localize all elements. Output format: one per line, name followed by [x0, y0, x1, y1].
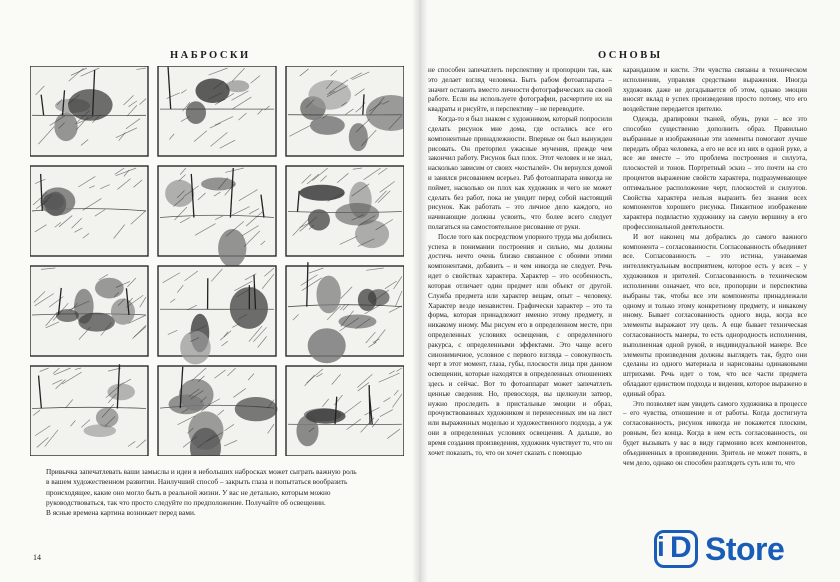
idstore-logo-d: D: [670, 531, 692, 564]
paragraph: карандашом и кисти. Эти чувства связаны в техническом исполнении, управляя средствами выражения. Иногда художник даже не догадывается об этом, однако эмоции вносят вклад в успех произведения просто потому, что его воздействие передается зрителю.: [623, 66, 807, 114]
sketch-grid-figure: [30, 66, 404, 456]
sketch-beach-figures: [286, 366, 404, 456]
paragraph: Одежда, драпировки тканей, обувь, руки – все это способно существенно дополнить образ. Правильно выбранные и изображенные эти элементы помогают лучше передать образ человека, а его не все из них в одной руке, а все же вместе – это проблема построения и силуэта, плоскостей и тонов. Портретный эскиз – это почти на сто процентов выражение свойств характера, подразумевающее оптимальное расположение черт, плоскостей и силуэтов. Свойства характера нельзя выразить без знания всех компонентов хорошего рисунка. Пикантное изображение характера подвластно художнику на самую вершину в его профессиональной деятельности.: [623, 115, 807, 231]
caption-line: В ясные времена картина возникает перед вами.: [46, 508, 196, 518]
running-head-right: ОСНОВЫ: [598, 50, 663, 61]
sketch-city-skyline: [158, 366, 277, 456]
text-column-1: [428, 66, 612, 459]
sketch-trees: [286, 66, 404, 156]
book-gutter: [412, 0, 428, 582]
idstore-logo-text: Store: [705, 531, 785, 567]
caption-line: Привычка запечатлевать ваши замыслы и идеи в небольших набросках может сыграть важную роль: [46, 467, 357, 476]
text-column-2: [623, 66, 807, 468]
sketch-landscape: [158, 66, 276, 156]
sketch-tree-landscape: [30, 66, 148, 156]
figure-caption: [46, 467, 406, 518]
sketch-landscape: [286, 166, 404, 256]
sketch-harbor: [158, 266, 276, 364]
sketch-landscape: [30, 166, 148, 256]
page-number-left: 14: [33, 553, 41, 562]
sketch-thumbnails: [30, 66, 404, 456]
sketch-street-scene: [30, 364, 148, 456]
paragraph: Когда-то я был знаком с художником, который попросили сделать рисунок мне дома, где остались все его компонентные принадлежности. Впервые он был вынужден рисовать. Он преторпел ужасные мучения, прежде чем закончил работу. Рисунок был плох. Этот человек и не знал, насколько зависим от своих «костылей». Он вернулся домой и занялся рисованием всерьез. Раб фотоаппарата никогда не поймет, насколько он плох как художник и чего не может сделать без работ, пока не увидит перед собой настоящий рисунок. Как работать – это личное дело каждого, но начинающие должны усвоить, что более всего следует полагаться на самостоятельное рисование от руки.: [428, 115, 612, 231]
paragraph: И вот наконец мы добрались до самого важного компонента – согласованности. Согласованность объединяет все. Согласованность – это истина, узнаваемая интеллектуальным восприятием, которое есть у всех – у художников и зрителей. Согласованность в техническом исполнении означает, что все, пропорции и перспектива выбраны так, чтобы все эти компоненты принадлежали одному и только этому конкретному предмету, и никакому иному. Бывает согласованность одного вида, когда все элементы выражают эту цель. А еще бывает техническая согласованность манеры, то есть однородность исполнения, выполненная одной рукой, в индивидуальной манере. Все элементы произведения должны выглядеть так, будто они сделаны из одного материала и нарисованы одинаковыми штрихами. Речь идет о том, что все части предмета обладают единством подхода и видения, которое выражено в единый образ.: [623, 232, 807, 398]
paragraph: не способен запечатлеть перспективу и пропорции так, как это делает взгляд человека. Быть рабом фотоаппарата – значит оставить вместо личности фотографических на своей работе. Если вы используете фотографии, расчертите их на квадраты и рисуйте, и перспективу – не переводите.: [428, 66, 612, 114]
idstore-logo-i: i: [657, 531, 665, 562]
sketch-figure-drawing: [158, 166, 276, 267]
paragraph: Это позволяет нам увидеть самого художника в процессе – его чувства, отношение и от работы. Когда достигнута согласованность, рисунок никогда не покажется плоским, ровным, без конца. Когда в нем есть согласованность, он будет вызывать у вас в виду гармонию всех компонентов, объединенных в произведении. Зритель не может понять, в чем дело, однако он способен разглядеть суть или то, что: [623, 399, 807, 467]
paragraph: После того как посредством упорного труда мы добились успеха в понимании построения и сильно, мы должны достичь нечто очень близко связанное с обоими этими компонентами, добавить – и чем никогда не следует. Речь идет о свойствах характера. Характер – это особенность, которая отличает один предмет или объект от другой. Служба предмета или характер вещам, опыт – человеку. Характер везде ненавистен. Графически характер – это та форма, которая принадлежит именно этому предмету, и никакому иному. Мы рисуем его в определенном месте, при определенных условиях освещения, с определенного ракурса, с определенными эффектами. Это чаще всего синонимичное, условное с первого взгляда – совокупность черт в этот момент, глаза, губы, плоскости лица при данном освещении, которые находятся в определенных отношениях здесь и сейчас. Вот то фотоаппарат может запечатлеть ценные сведения. Но, превосходя, вы щелкнули затвор, нужно проследить в пристальные эмоции и образ, прочувствованных художником и перенесенных им на лист или выраженных моделью и художественного подхода, а уж они в определенных условиях освещения. А дальше, во время создания произведения, художник чувствует то, что он хочет показать, то, что он хочет сказать с помощью: [428, 232, 612, 457]
caption-line: происходящее, какие оно могло быть в реальной жизни. У вас не детально, которым можно: [46, 487, 331, 497]
sketch-figures: [286, 262, 404, 363]
idstore-watermark: [650, 528, 828, 570]
running-head-left: НАБРОСКИ: [170, 50, 251, 61]
caption-line: руководствоваться, так что просто следуйте по предположение. Получайте об освещении.: [46, 497, 326, 507]
caption-line: в вашем художественном развитии. Наилучший способ – закрыть глаза и попытаться вообразить: [46, 477, 348, 487]
sketch-boats-harbor: [30, 266, 148, 356]
